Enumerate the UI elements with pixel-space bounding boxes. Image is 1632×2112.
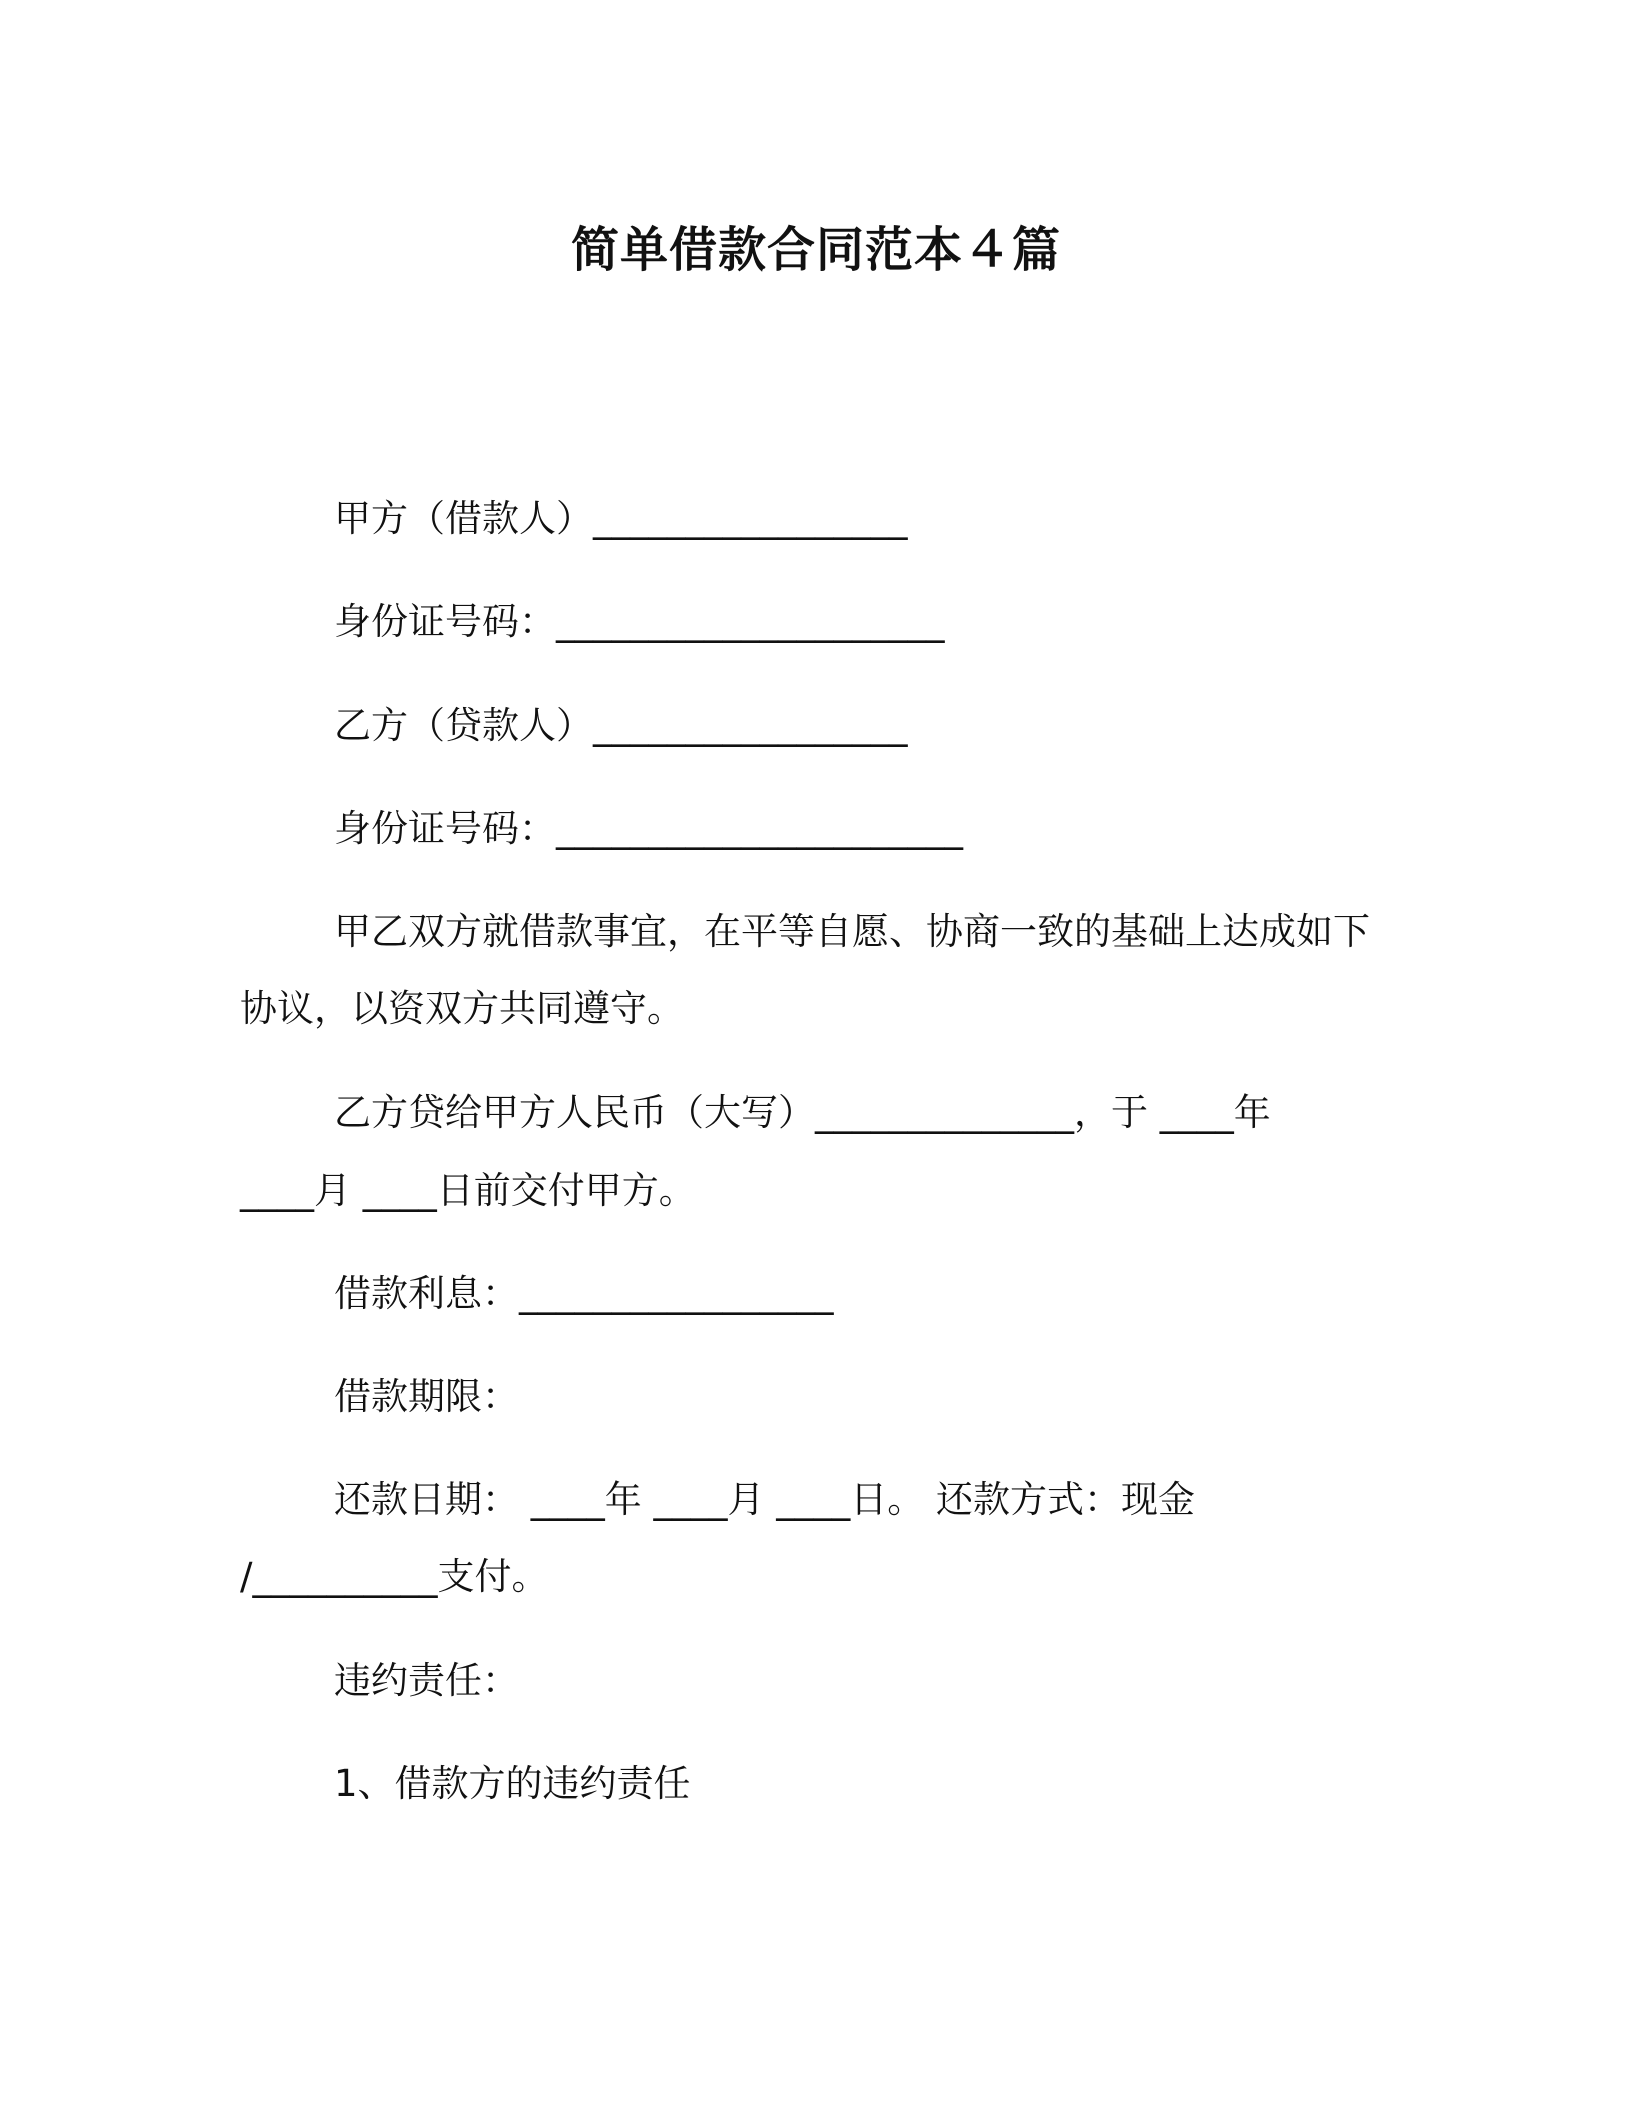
breach-liability-heading: 违约责任： (334, 1659, 519, 1702)
agreement-paragraph-line-1: 甲乙双方就借款事宜，在平等自愿、协商一致的基础上达成如下 (334, 910, 1370, 953)
loan-amount-line-2: ____月 ____日前交付甲方。 (240, 1169, 696, 1212)
party-b-lender-line: 乙方（贷款人）_________________ (334, 704, 908, 747)
repayment-line-1: 还款日期： ____年 ____月 ____日。 还款方式：现金 (334, 1478, 1196, 1521)
party-b-id-number-line: 身份证号码：______________________ (334, 807, 963, 850)
agreement-paragraph-line-2: 协议，以资双方共同遵守。 (240, 987, 684, 1030)
party-a-borrower-line: 甲方（借款人）_________________ (334, 497, 908, 540)
borrower-breach-item: 1、借款方的违约责任 (334, 1762, 691, 1805)
party-a-id-number-line: 身份证号码：_____________________ (334, 600, 945, 643)
loan-amount-line-1: 乙方贷给甲方人民币（大写）______________，于 ____年 (334, 1091, 1271, 1134)
loan-term-line: 借款期限： (334, 1375, 519, 1418)
document-title: 简单借款合同范本４篇 (570, 222, 1061, 278)
repayment-line-2: /__________支付。 (240, 1555, 549, 1598)
loan-interest-line: 借款利息：_________________ (334, 1272, 834, 1315)
